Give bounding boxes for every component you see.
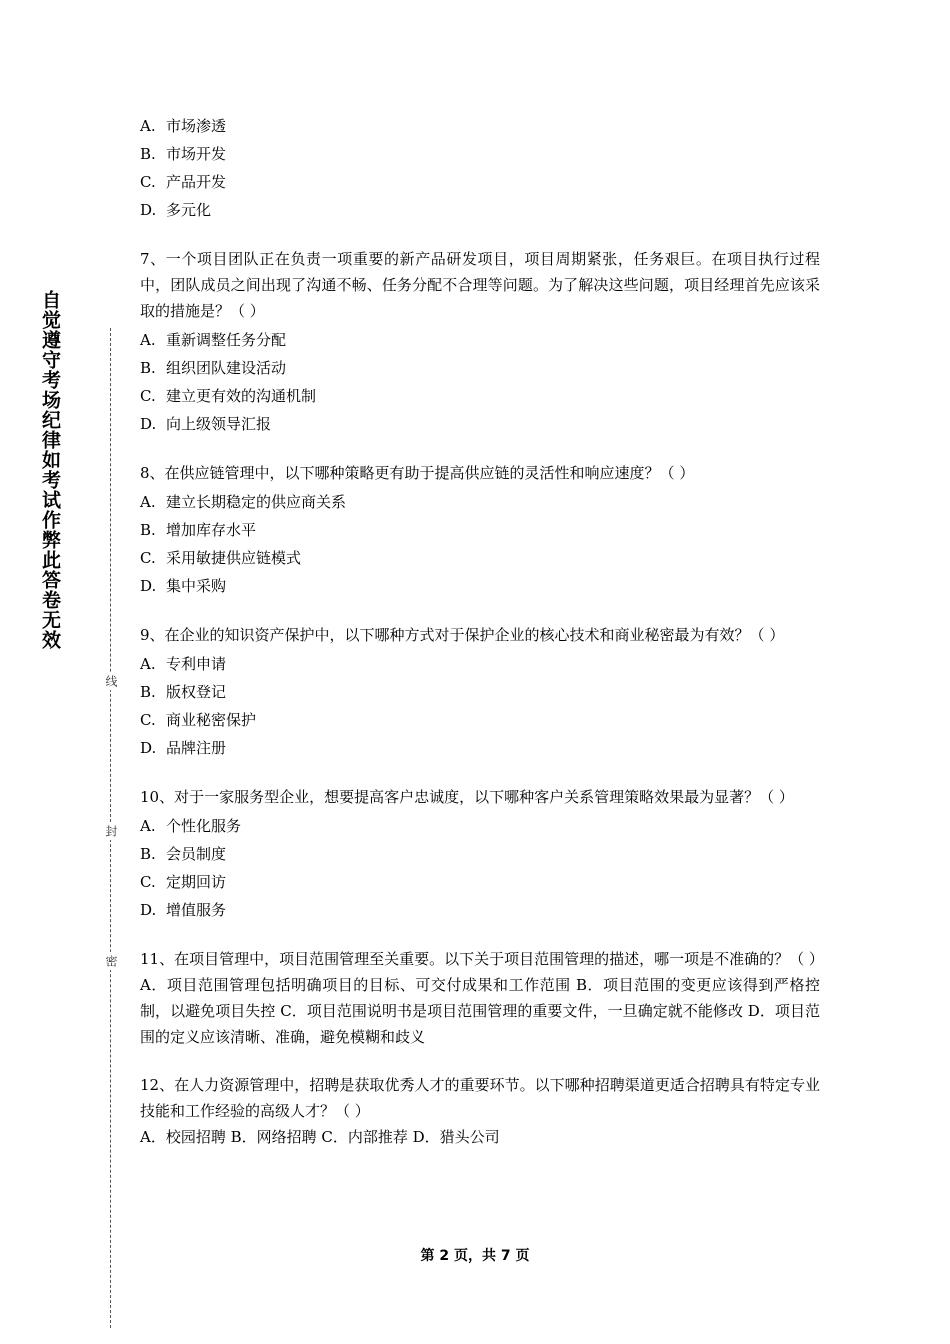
option-text: 集中采购	[166, 577, 227, 595]
option-text: 市场开发	[166, 145, 227, 163]
question-stem: 11、在项目管理中，项目范围管理至关重要。以下关于项目范围管理的描述，哪一项是不准确的？（ ）	[140, 950, 824, 968]
option-letter: C.	[140, 711, 156, 729]
option-letter: B.	[140, 145, 156, 163]
list-item	[140, 544, 820, 572]
option-text: 定期回访	[166, 873, 227, 891]
list-item	[140, 734, 820, 762]
option-letter: D.	[140, 739, 157, 757]
list-item	[140, 354, 820, 382]
option-letter: C.	[140, 387, 156, 405]
option-list	[140, 812, 820, 924]
option-text: 向上级领导汇报	[166, 415, 272, 433]
option-text: 品牌注册	[166, 739, 227, 757]
option-text: 增加库存水平	[166, 521, 257, 539]
fold-label-line: 线	[102, 672, 120, 690]
question-stem: 9、在企业的知识资产保护中，以下哪种方式对于保护企业的核心技术和商业秘密最为有效？（ ）	[140, 626, 785, 644]
option-letter: A.	[140, 655, 156, 673]
list-item	[140, 112, 820, 140]
option-text: 组织团队建设活动	[166, 359, 287, 377]
list-item	[140, 650, 820, 678]
option-letter: C.	[140, 549, 156, 567]
option-list	[140, 488, 820, 600]
option-letter: B.	[140, 683, 156, 701]
fold-label-secret: 密	[102, 952, 120, 970]
option-text: 增值服务	[166, 901, 227, 919]
fold-label-seal: 封	[102, 822, 120, 840]
option-text: 产品开发	[166, 173, 227, 191]
question-block	[140, 622, 820, 762]
option-text: 版权登记	[166, 683, 227, 701]
question-stem: 7、一个项目团队正在负责一项重要的新产品研发项目，项目周期紧张，任务艰巨。在项目执行过程中，团队成员之间出现了沟通不畅、任务分配不合理等问题。为了解决这些问题，项目经理首先应该采取的措施是？（ ）	[140, 250, 820, 320]
option-letter: B.	[140, 845, 156, 863]
option-letter: B.	[140, 359, 156, 377]
option-list	[140, 326, 820, 438]
list-item	[140, 326, 820, 354]
option-text: 会员制度	[166, 845, 227, 863]
list-item	[140, 516, 820, 544]
option-text: 建立更有效的沟通机制	[166, 387, 317, 405]
list-item	[140, 840, 820, 868]
option-letter: A.	[140, 493, 156, 511]
question-stem: 12、在人力资源管理中，招聘是获取优秀人才的重要环节。以下哪种招聘渠道更适合招聘具有特定专业技能和工作经验的高级人才？（ ）	[140, 1076, 820, 1120]
list-item	[140, 168, 820, 196]
list-item	[140, 410, 820, 438]
option-letter: C.	[140, 873, 156, 891]
list-item	[140, 196, 820, 224]
option-letter: A.	[140, 817, 156, 835]
option-text: 重新调整任务分配	[166, 331, 287, 349]
exam-warning-vertical-text: 自觉遵守考场纪律如考试作弊此答卷无效	[39, 290, 61, 650]
option-letter: C.	[140, 173, 156, 191]
option-letter: D.	[140, 901, 157, 919]
option-text: 专利申请	[166, 655, 227, 673]
page-footer: 第 2 页，共 7 页	[420, 1248, 530, 1264]
option-text: 商业秘密保护	[166, 711, 257, 729]
question-block	[140, 246, 820, 438]
option-list-continued	[140, 112, 820, 224]
option-letter: D.	[140, 577, 157, 595]
option-text: 建立长期稳定的供应商关系	[166, 493, 347, 511]
option-letter: D.	[140, 415, 157, 433]
option-text: 市场渗透	[166, 117, 227, 135]
list-item	[140, 678, 820, 706]
option-letter: A.	[140, 117, 156, 135]
option-text: 多元化	[166, 201, 212, 219]
list-item	[140, 812, 820, 840]
list-item	[140, 488, 820, 516]
list-item	[140, 706, 820, 734]
document-body	[140, 112, 824, 1150]
question-block	[140, 946, 824, 1050]
option-text: 采用敏捷供应链模式	[166, 549, 302, 567]
option-letter: A.	[140, 331, 156, 349]
question-stem: 8、在供应链管理中，以下哪种策略更有助于提高供应链的灵活性和响应速度？（ ）	[140, 464, 695, 482]
question-block	[140, 784, 820, 924]
list-item	[140, 140, 820, 168]
option-letter: B.	[140, 521, 156, 539]
list-item	[140, 382, 820, 410]
option-list	[140, 650, 820, 762]
list-item	[140, 896, 820, 924]
option-letter: D.	[140, 201, 157, 219]
question-stem: 10、对于一家服务型企业，想要提高客户忠诚度，以下哪种客户关系管理策略效果最为显著？（ ）	[140, 788, 794, 806]
question-block	[140, 1072, 820, 1150]
option-inline-text: A．校园招聘 B．网络招聘 C．内部推荐 D．猎头公司	[140, 1128, 500, 1146]
option-inline-text: A．项目范围管理包括明确项目的目标、可交付成果和工作范围 B．项目范围的变更应该得到严格控制，以避免项目失控 C．项目范围说明书是项目范围管理的重要文件，一旦确定就不能修改 D．项目范围的定义应该清晰、准确，避免模糊和歧义	[140, 976, 820, 1046]
list-item	[140, 572, 820, 600]
question-block	[140, 460, 820, 600]
list-item	[140, 868, 820, 896]
option-text: 个性化服务	[166, 817, 242, 835]
